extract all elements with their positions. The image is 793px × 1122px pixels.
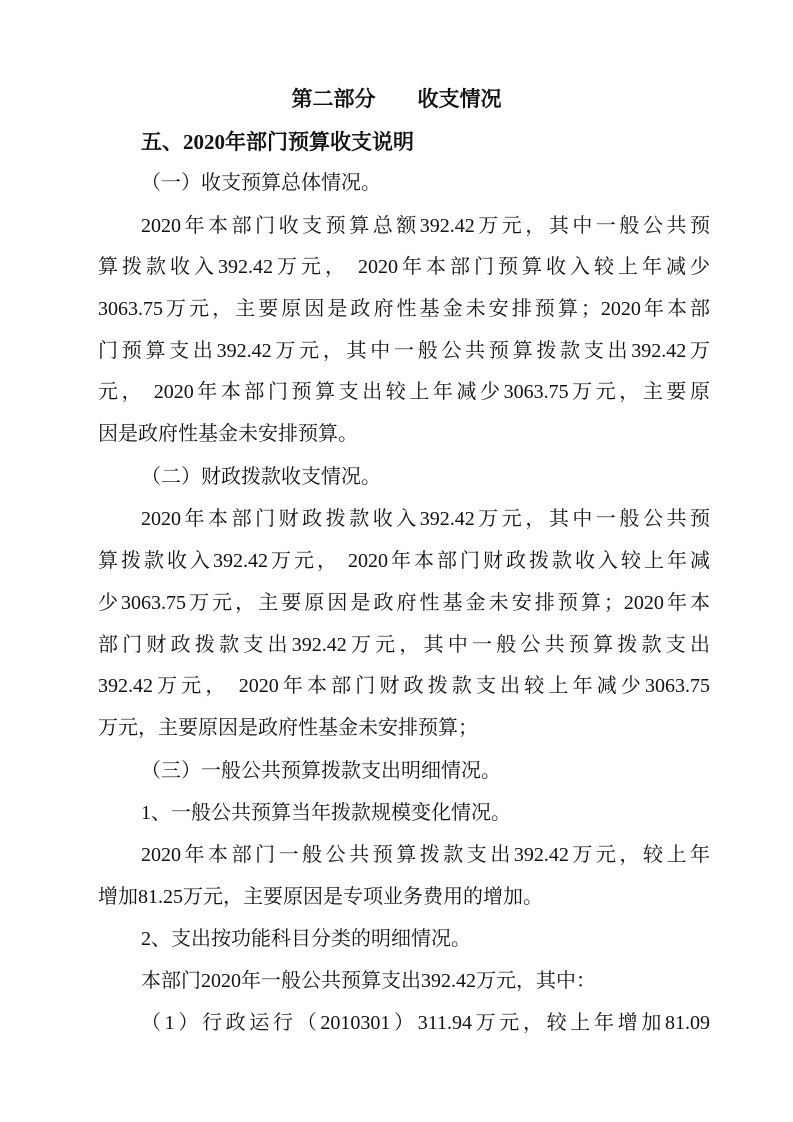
item-1-label: 1、一般公共预算当年拨款规模变化情况。	[141, 802, 511, 824]
item-2-label: 2、支出按功能科目分类的明细情况。	[141, 928, 471, 950]
paragraph-line: 增加81.25万元，主要原因是专项业务费用的增加。	[98, 886, 543, 908]
paragraph-line: 2020年本部门收支预算总额392.42万元，其中一般公共预	[141, 215, 710, 237]
page-title: 第二部分 收支情况	[291, 87, 502, 111]
paragraph-line: 3063.75万元，主要原因是政府性基金未安排预算；2020年本部	[98, 298, 710, 320]
paragraph-line: 392.42万元， 2020年本部门财政拨款支出较上年减少3063.75	[98, 675, 710, 697]
paragraph-line: 本部门2020年一般公共预算支出392.42万元，其中：	[141, 970, 596, 992]
paragraph-line: 门预算支出392.42万元，其中一般公共预算拨款支出392.42万	[98, 340, 710, 362]
subsection-3-label: （三）一般公共预算拨款支出明细情况。	[141, 760, 501, 782]
section-heading: 五、2020年部门预算收支说明	[141, 130, 414, 154]
paragraph-line: 算拨款收入392.42万元， 2020年本部门财政拨款收入较上年减	[98, 550, 710, 572]
paragraph-line: 2020年本部门财政拨款收入392.42万元，其中一般公共预	[141, 508, 710, 530]
subsection-1-label: （一）收支预算总体情况。	[141, 172, 381, 194]
paragraph-line: 少3063.75万元，主要原因是政府性基金未安排预算；2020年本	[98, 592, 710, 614]
paragraph-line: 2020年本部门一般公共预算拨款支出392.42万元，较上年	[141, 844, 710, 866]
paragraph-line: 部门财政拨款支出392.42万元，其中一般公共预算拨款支出	[98, 634, 710, 656]
paragraph-line: 元， 2020年本部门预算支出较上年减少3063.75万元，主要原	[98, 381, 710, 403]
paragraph-line: 因是政府性基金未安排预算。	[98, 423, 358, 445]
paragraph-line: 算拨款收入392.42万元， 2020年本部门预算收入较上年减少	[98, 256, 710, 278]
paragraph-line: （1）行政运行（2010301）311.94万元，较上年增加81.09	[141, 1012, 710, 1034]
subsection-2-label: （二）财政拨款收支情况。	[141, 466, 381, 488]
paragraph-line: 万元，主要原因是政府性基金未安排预算；	[98, 717, 478, 739]
